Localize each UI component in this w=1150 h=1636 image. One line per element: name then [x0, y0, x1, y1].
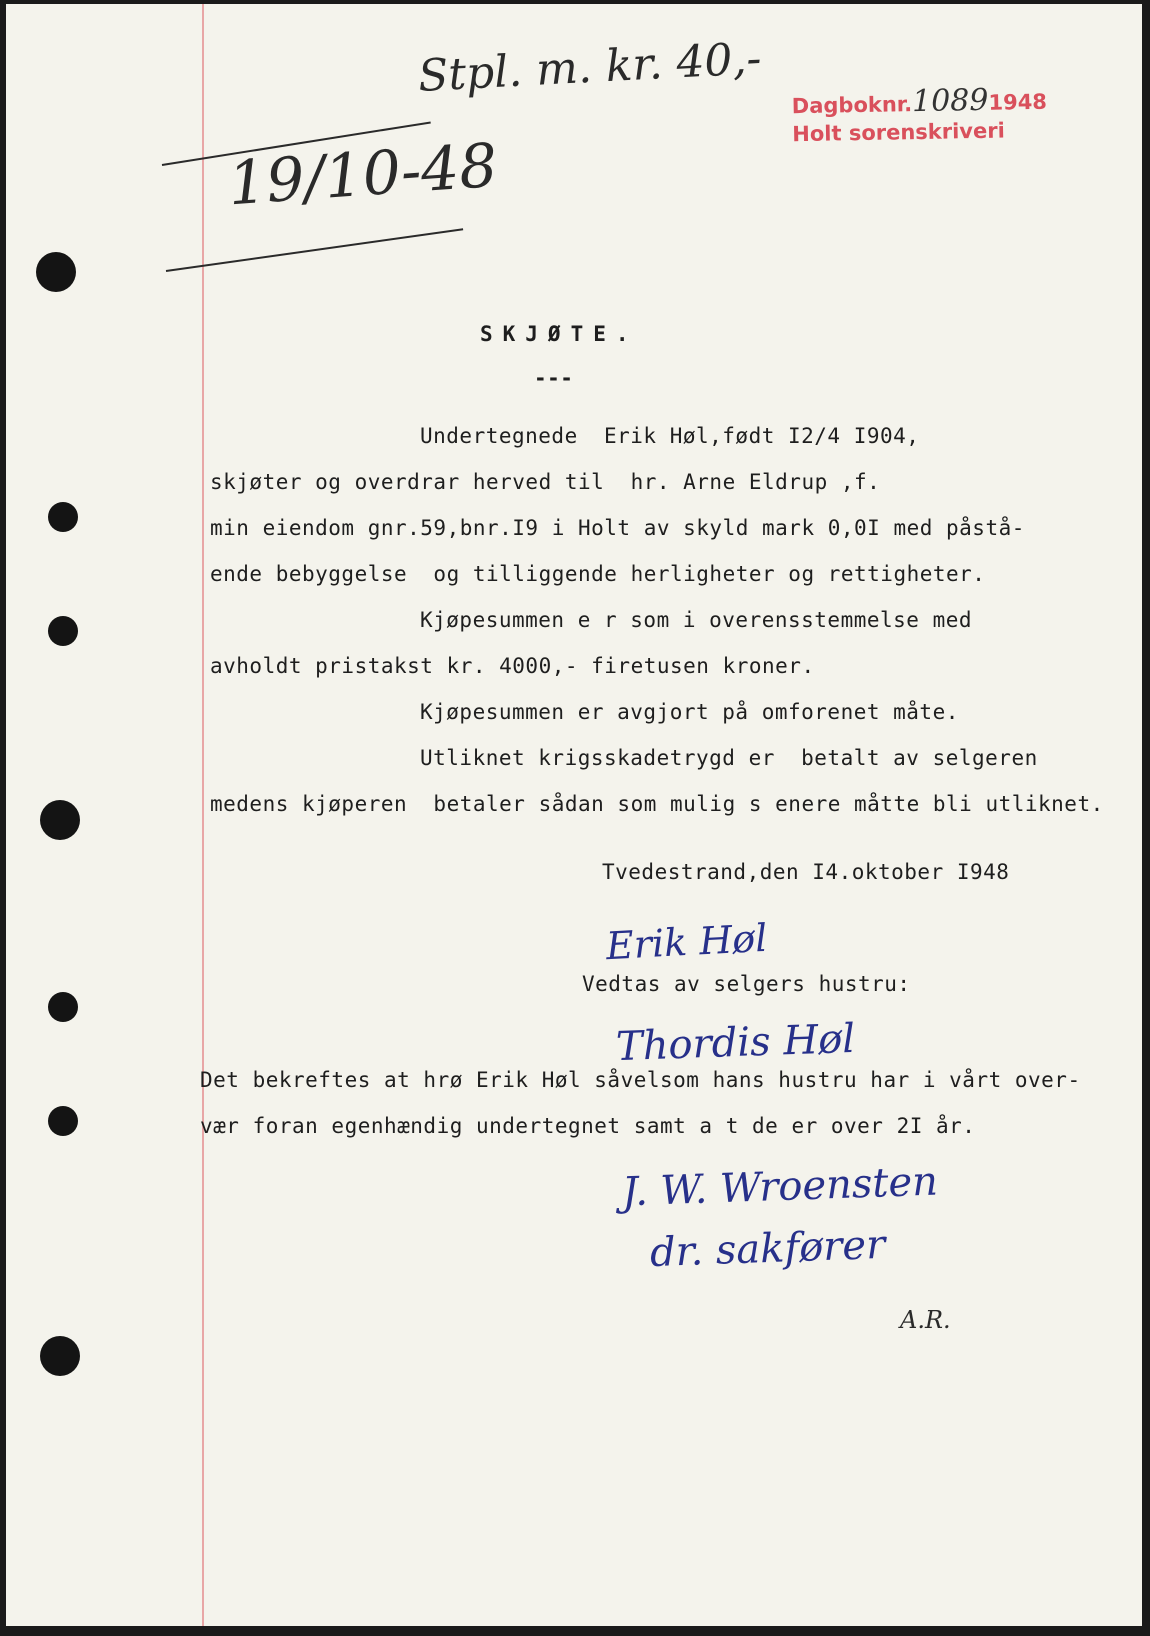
stamp-duty-note: Stpl. m. kr. 40,- [416, 33, 763, 102]
punch-hole [48, 616, 78, 646]
witness-signature: J. W. Wroensten [621, 1158, 939, 1216]
seller-signature: Erik Høl [604, 915, 769, 969]
text-line: Kjøpesummen er avgjort på omforenet måte. [420, 700, 959, 724]
text-line: Kjøpesummen e r som i overensstemmelse med [420, 608, 973, 632]
punch-hole [36, 252, 76, 292]
register-stamp [791, 82, 1048, 148]
margin-line [202, 4, 204, 1626]
text-line: ende bebyggelse og tilliggende herligheter og rettigheter. [210, 562, 986, 586]
received-date: 19/10-48 [225, 130, 500, 220]
document-page [6, 4, 1142, 1626]
text-line: min eiendom gnr.59,bnr.I9 i Holt av skyld mark 0,0I med påstå- [210, 516, 1025, 540]
text-line: avholdt pristakst kr. 4000,- firetusen kroner. [210, 654, 815, 678]
text-line: Utliknet krigsskadetrygd er betalt av selgeren [420, 746, 1038, 770]
punch-hole [48, 992, 78, 1022]
stamp-number: 1089 [911, 82, 989, 120]
place-date: Tvedestrand,den I4.oktober I948 [602, 860, 1010, 884]
punch-hole [48, 502, 78, 532]
spouse-consent: Vedtas av selgers hustru: [582, 972, 911, 996]
punch-hole [48, 1106, 78, 1136]
stamp-office: Holt sorenskriveri [792, 118, 1006, 147]
document-title: SKJØTE. [480, 322, 639, 346]
witness-title: dr. sakfører [649, 1221, 886, 1277]
stamp-label: Dagboknr. [791, 92, 913, 119]
stamp-year: 1948 [988, 89, 1048, 115]
text-line: Det bekreftes at hrø Erik Høl såvelsom hans hustru har i vårt over- [200, 1068, 1081, 1092]
text-line: vær foran egenhændig undertegnet samt a t de er over 2I år. [200, 1114, 976, 1138]
initials: A.R. [900, 1306, 951, 1334]
punch-hole [40, 800, 80, 840]
text-line: medens kjøperen betaler sådan som mulig s enere måtte bli utliknet. [210, 792, 1104, 816]
text-line: Undertegnede Erik Høl,født I2/4 I904, [420, 424, 920, 448]
punch-hole [40, 1336, 80, 1376]
title-rule: --- [534, 366, 574, 390]
text-line: skjøter og overdrar herved til hr. Arne Eldrup ,f. [210, 470, 881, 494]
spouse-signature: Thordis Høl [615, 1015, 856, 1071]
date-underline-bottom [166, 228, 463, 272]
